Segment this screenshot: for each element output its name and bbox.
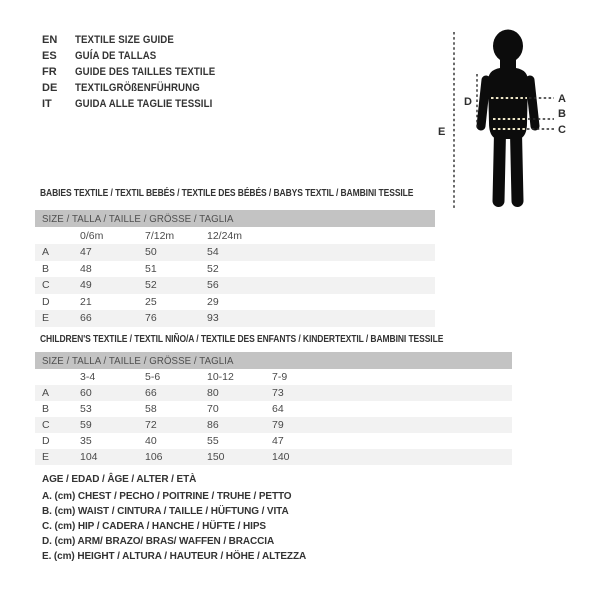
language-code: DE [42, 82, 58, 94]
language-label: TEXTILE SIZE GUIDE [75, 34, 174, 46]
table-row [35, 261, 435, 278]
cell-value: 51 [145, 262, 157, 275]
legend-item: A. (cm) CHEST / PECHO / POITRINE / TRUHE / PETTO [42, 491, 292, 502]
table-row [35, 401, 512, 417]
cell-value: 76 [145, 312, 157, 325]
language-row [42, 80, 234, 96]
language-row [42, 64, 234, 80]
cell-value: 80 [207, 387, 219, 399]
table-row [35, 385, 512, 401]
row-label: B [42, 403, 50, 415]
cell-value: 52 [145, 279, 157, 292]
child-silhouette [481, 30, 535, 202]
cell-value: 60 [80, 387, 92, 399]
cell-value: 53 [80, 403, 92, 415]
language-label: GUIDE DES TAILLES TEXTILE [75, 66, 216, 78]
label-e: E [438, 126, 446, 138]
size-header-bar [35, 352, 512, 369]
column-header: 7-9 [272, 371, 288, 383]
table-row [35, 277, 435, 294]
language-code: IT [42, 98, 52, 110]
language-title-list [42, 32, 234, 112]
language-row [42, 48, 234, 64]
cell-value: 50 [145, 246, 157, 259]
table-row [35, 294, 435, 311]
row-label: D [42, 435, 50, 447]
label-c: C [558, 124, 566, 136]
language-code: ES [42, 50, 57, 62]
language-code: EN [42, 34, 58, 46]
column-header: 10-12 [207, 371, 234, 383]
label-d: D [464, 96, 472, 108]
cell-value: 47 [272, 435, 284, 447]
row-label: C [42, 279, 50, 292]
table-row [35, 449, 512, 465]
language-row [42, 96, 234, 112]
row-label: A [42, 246, 50, 259]
label-b: B [558, 108, 566, 120]
language-row [42, 32, 234, 48]
column-header: 7/12m [145, 229, 175, 242]
cell-value: 93 [207, 312, 219, 325]
cell-value: 52 [207, 262, 219, 275]
table-row [35, 417, 512, 433]
cell-value: 59 [80, 419, 92, 431]
cell-value: 140 [272, 451, 290, 463]
cell-value: 106 [145, 451, 163, 463]
cell-value: 48 [80, 262, 92, 275]
cell-value: 58 [145, 403, 157, 415]
row-label: A [42, 387, 50, 399]
row-label: E [42, 451, 50, 463]
column-header-row [35, 369, 512, 385]
cell-value: 54 [207, 246, 219, 259]
cell-value: 104 [80, 451, 98, 463]
cell-value: 66 [80, 312, 92, 325]
label-a: A [558, 93, 566, 105]
legend-item: E. (cm) HEIGHT / ALTURA / HAUTEUR / HÖHE / ALTEZZA [42, 551, 307, 562]
cell-value: 25 [145, 295, 157, 308]
child-silhouette-figure [430, 15, 590, 215]
language-code: FR [42, 66, 57, 78]
cell-value: 47 [80, 246, 92, 259]
cell-value: 66 [145, 387, 157, 399]
table-row [35, 310, 435, 327]
column-header: 12/24m [207, 229, 243, 242]
children-size-table [35, 352, 512, 465]
table-row [35, 244, 435, 261]
cell-value: 64 [272, 403, 284, 415]
cell-value: 72 [145, 419, 157, 431]
cell-value: 55 [207, 435, 219, 447]
size-header-bar [35, 210, 435, 227]
legend-item: D. (cm) ARM/ BRAZO/ BRAS/ WAFFEN / BRACCIA [42, 536, 275, 547]
legend-item: C. (cm) HIP / CADERA / HANCHE / HÜFTE / HIPS [42, 521, 266, 532]
row-label: D [42, 295, 50, 308]
column-header: 0/6m [80, 229, 104, 242]
cell-value: 70 [207, 403, 219, 415]
row-label: C [42, 419, 50, 431]
row-label: B [42, 262, 50, 275]
column-header: 3-4 [80, 371, 96, 383]
column-header-row [35, 227, 435, 244]
cell-value: 35 [80, 435, 92, 447]
language-label: GUÍA DE TALLAS [75, 50, 157, 62]
cell-value: 79 [272, 419, 284, 431]
cell-value: 56 [207, 279, 219, 292]
babies-table-rows [35, 244, 435, 327]
cell-value: 40 [145, 435, 157, 447]
cell-value: 21 [80, 295, 92, 308]
table-row [35, 433, 512, 449]
measurement-legend [42, 474, 306, 566]
language-label: GUIDA ALLE TAGLIE TESSILI [75, 98, 213, 110]
cell-value: 86 [207, 419, 219, 431]
cell-value: 49 [80, 279, 92, 292]
cell-value: 150 [207, 451, 225, 463]
legend-title: AGE / EDAD / ÂGE / ALTER / ETÀ [42, 474, 197, 485]
babies-section-title: BABIES TEXTILE / TEXTIL BEBÉS / TEXTILE DES BÉBÉS / BABYS TEXTIL / BAMBINI TESSILE [40, 188, 414, 199]
language-label: TEXTILGRÖßENFÜHRUNG [75, 82, 200, 94]
cell-value: 73 [272, 387, 284, 399]
babies-size-table [35, 210, 435, 327]
size-header-text: SIZE / TALLA / TAILLE / GRÖSSE / TAGLIA [42, 354, 234, 367]
column-header: 5-6 [145, 371, 161, 383]
row-label: E [42, 312, 50, 325]
cell-value: 29 [207, 295, 219, 308]
legend-item: B. (cm) WAIST / CINTURA / TAILLE / HÜFTUNG / VITA [42, 506, 289, 517]
children-section-title: CHILDREN'S TEXTILE / TEXTIL NIÑO/A / TEXTILE DES ENFANTS / KINDERTEXTIL / BAMBINI TESSILE [40, 334, 444, 345]
size-header-text: SIZE / TALLA / TAILLE / GRÖSSE / TAGLIA [42, 212, 234, 225]
children-table-rows [35, 385, 512, 465]
